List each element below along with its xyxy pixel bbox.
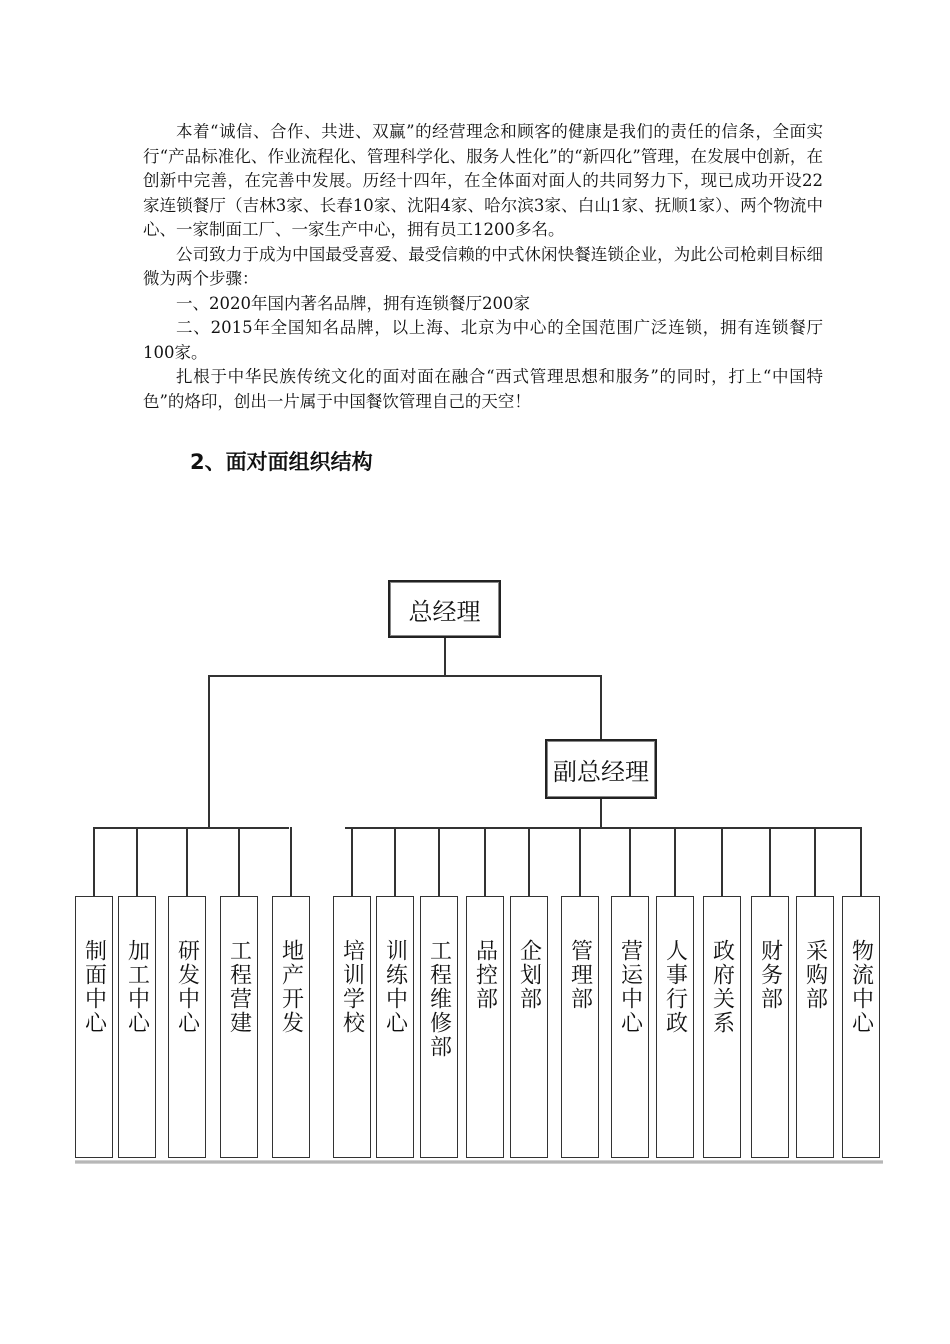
connector-top-down <box>444 637 446 675</box>
department-box-right-10 <box>796 896 834 1158</box>
department-drop-line <box>136 827 138 896</box>
department-drop-line <box>238 827 240 896</box>
department-box-left-1 <box>118 896 156 1158</box>
department-box-left-4 <box>272 896 310 1158</box>
department-box-right-2 <box>420 896 458 1158</box>
department-drop-line <box>186 827 188 896</box>
department-box-right-1 <box>376 896 414 1158</box>
connector-left-down <box>208 675 210 827</box>
department-label: 人事行政 <box>662 939 688 1035</box>
right-branch-bar <box>345 827 860 829</box>
department-label: 财务部 <box>757 939 783 1011</box>
department-label: 地产开发 <box>278 939 304 1035</box>
department-drop-line <box>721 827 723 896</box>
department-label: 政府关系 <box>709 939 735 1035</box>
department-label: 加工中心 <box>124 939 150 1035</box>
department-drop-line <box>674 827 676 896</box>
paragraph-5: 扎根于中华民族传统文化的面对面在融合“西式管理思想和服务”的同时，打上“中国特色”的烙印，创出一片属于中国餐饮管理自己的天空！ <box>143 367 823 411</box>
department-label: 制面中心 <box>81 939 107 1035</box>
chart-baseline <box>75 1160 883 1164</box>
department-drop-line <box>528 827 530 896</box>
department-box-right-3 <box>466 896 504 1158</box>
department-label: 工程维修部 <box>426 939 452 1059</box>
department-box-right-6 <box>611 896 649 1158</box>
department-label: 企划部 <box>516 939 542 1011</box>
department-drop-line <box>484 827 486 896</box>
department-drop-line <box>438 827 440 896</box>
department-box-left-2 <box>168 896 206 1158</box>
department-drop-line <box>814 827 816 896</box>
paragraph-1: 本着“诚信、合作、共进、双赢”的经营理念和顾客的健康是我们的责任的信条，全面实行“产品标准化、作业流程化、管理科学化、服务人性化”的“新四化”管理，在发展中创新，在创新中完善，在完善中发展。历经十四年，在全体面对面人的共同努力下，现已成功开设22家连锁餐厅（吉林3家、长春10家、沈阳4家、哈尔滨3家、白山1家、抚顺1家）、两个物流中心、一家制面工厂、一家生产中心，拥有员工1200多名。 <box>143 122 823 239</box>
paragraph-2: 公司致力于成为中国最受喜爱、最受信赖的中式休闲快餐连锁企业，为此公司枪刺目标细微为两个步骤： <box>143 244 823 288</box>
department-label: 营运中心 <box>617 939 643 1035</box>
left-branch-bar <box>93 827 289 829</box>
department-label: 品控部 <box>472 939 498 1011</box>
department-drop-line <box>93 827 95 896</box>
deputy-manager-label: 副总经理 <box>553 757 649 786</box>
department-box-right-4 <box>510 896 548 1158</box>
general-manager-box <box>388 580 501 638</box>
paragraph-3: 一、2020年国内著名品牌，拥有连锁餐厅200家 <box>176 293 530 313</box>
department-box-right-8 <box>703 896 741 1158</box>
department-drop-line <box>290 827 292 896</box>
deputy-manager-box <box>545 739 657 799</box>
department-box-left-0 <box>75 896 113 1158</box>
department-label: 训练中心 <box>382 939 408 1035</box>
department-drop-line <box>629 827 631 896</box>
department-label: 物流中心 <box>848 939 874 1035</box>
department-label: 采购部 <box>802 939 828 1011</box>
department-box-right-5 <box>561 896 599 1158</box>
connector-top-horizontal <box>208 675 602 677</box>
department-label: 研发中心 <box>174 939 200 1035</box>
connector-deputy-up <box>600 675 602 739</box>
department-drop-line <box>351 827 353 896</box>
department-label: 培训学校 <box>339 939 365 1035</box>
department-box-right-7 <box>656 896 694 1158</box>
section-heading: 2、面对面组织结构 <box>190 450 373 474</box>
department-drop-line <box>860 827 862 896</box>
paragraph-4: 二、2015年全国知名品牌，以上海、北京为中心的全国范围广泛连锁，拥有连锁餐厅100家。 <box>143 318 823 362</box>
department-box-right-9 <box>751 896 789 1158</box>
department-box-right-0 <box>333 896 371 1158</box>
department-drop-line <box>394 827 396 896</box>
department-drop-line <box>579 827 581 896</box>
department-label: 管理部 <box>567 939 593 1011</box>
department-drop-line <box>769 827 771 896</box>
department-box-left-3 <box>220 896 258 1158</box>
department-box-right-11 <box>842 896 880 1158</box>
department-label: 工程营建 <box>226 939 252 1035</box>
general-manager-label: 总经理 <box>408 597 481 626</box>
connector-deputy-down <box>600 798 602 827</box>
